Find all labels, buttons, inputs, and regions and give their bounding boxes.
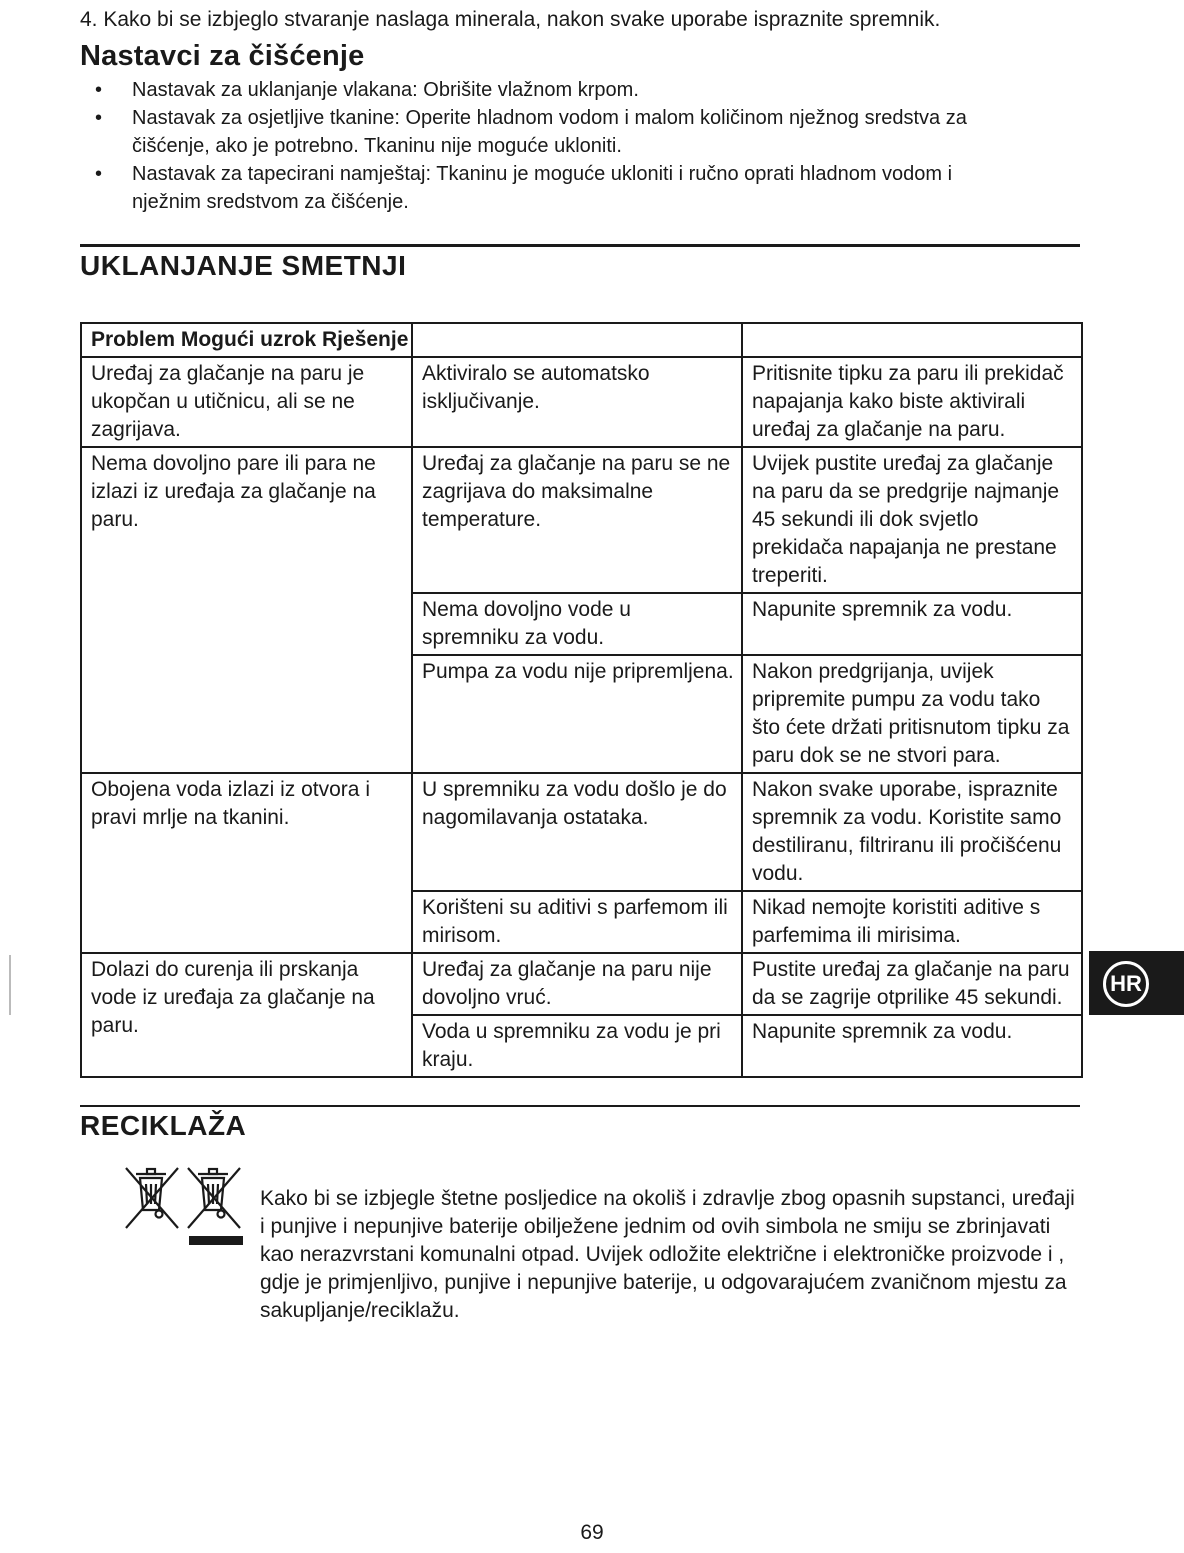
table-header-cell <box>412 323 742 357</box>
table-header-cell: Problem Mogući uzrok Rješenje <box>81 323 412 357</box>
table-header-row <box>81 323 1082 357</box>
instruction-step-4: 4. Kako bi se izbjeglo stvaranje naslaga minerala, nakon svake uporabe ispraznite spremnik. <box>80 8 941 31</box>
section-divider <box>80 1105 1080 1107</box>
table-header-cell <box>742 323 1082 357</box>
troubleshooting-title: UKLANJANJE SMETNJI <box>80 250 407 281</box>
solution-cell: Pritisnite tipku za paru ili prekidač napajanja kako biste aktivirali uređaj za glačanje na paru. <box>742 357 1082 447</box>
cause-cell: Aktiviralo se automatsko isključivanje. <box>412 357 742 447</box>
crossed-bin-icon <box>188 1168 240 1228</box>
cause-cell: Uređaj za glačanje na paru nije dovoljno vruć. <box>412 953 742 1015</box>
table-row <box>81 357 1082 447</box>
recycling-title: RECIKLAŽA <box>80 1110 247 1141</box>
troubleshooting-table <box>80 322 1083 1078</box>
cleaning-attachments-list <box>80 76 1000 216</box>
table-row <box>81 953 1082 1015</box>
solution-cell: Napunite spremnik za vodu. <box>742 593 1082 655</box>
page-number: 69 <box>580 1521 604 1544</box>
crossed-bin-icon <box>122 1164 246 1246</box>
page-edge-mark <box>9 955 11 1015</box>
cause-cell: Korišteni su aditivi s parfemom ili mirisom. <box>412 891 742 953</box>
weee-symbols <box>122 1164 246 1246</box>
cleaning-attachments-title: Nastavci za čišćenje <box>80 40 365 72</box>
solution-cell: Pustite uređaj za glačanje na paru da se zagrije otprilike 45 sekundi. <box>742 953 1082 1015</box>
language-badge: HR <box>1103 961 1149 1007</box>
solution-cell: Nakon svake uporabe, ispraznite spremnik za vodu. Koristite samo destiliranu, filtriranu ili pročišćenu vodu. <box>742 773 1082 891</box>
problem-cell: Uređaj za glačanje na paru je ukopčan u utičnicu, ali se ne zagrijava. <box>81 357 412 447</box>
bullet-icon: • <box>95 163 103 185</box>
list-item: • Nastavak za uklanjanje vlakana: Obrišite vlažnom krpom. <box>80 76 1000 104</box>
solution-cell: Uvijek pustite uređaj za glačanje na paru da se predgrije najmanje 45 sekundi ili dok svjetlo prekidača napajanja ne prestane treperiti. <box>742 447 1082 593</box>
solution-cell: Nikad nemojte koristiti aditive s parfemima ili mirisima. <box>742 891 1082 953</box>
cause-cell: Pumpa za vodu nije pripremljena. <box>412 655 742 773</box>
problem-cell: Obojena voda izlazi iz otvora i pravi mrlje na tkanini. <box>81 773 412 953</box>
recycling-text: Kako bi se izbjegle štetne posljedice na okoliš i zdravlje zbog opasnih supstanci, uređaji i punjive i nepunjive baterije obilježene jednim od ovih simbola ne smiju se zbrinjavati kao nerazvrstani komunalni otpad. Uvijek odložite električne i elektroničke proizvode i , gdje je primjenljivo, punjive i nepunjive baterije, u odgovarajućem zvaničnom mjestu za sakupljanje/reciklažu. <box>260 1187 1075 1322</box>
table-row <box>81 447 1082 593</box>
cause-cell: Voda u spremniku za vodu je pri kraju. <box>412 1015 742 1077</box>
bullet-icon: • <box>95 79 103 101</box>
list-item: • Nastavak za osjetljive tkanine: Operite hladnom vodom i malom količinom nježnog sredstva za čišćenje, ako je potrebno. Tkaninu nije moguće ukloniti. <box>80 104 1000 160</box>
list-item: • Nastavak za tapecirani namještaj: Tkaninu je moguće ukloniti i ručno oprati hladnom vodom i nježnim sredstvom za čišćenje. <box>80 160 1000 216</box>
section-divider <box>80 244 1080 247</box>
solution-cell: Napunite spremnik za vodu. <box>742 1015 1082 1077</box>
language-tab <box>1089 951 1184 1015</box>
table-row <box>81 773 1082 891</box>
solution-cell: Nakon predgrijanja, uvijek pripremite pumpu za vodu tako što ćete držati pritisnutom tipku za paru dok se ne stvori para. <box>742 655 1082 773</box>
cause-cell: Uređaj za glačanje na paru se ne zagrijava do maksimalne temperature. <box>412 447 742 593</box>
cause-cell: U spremniku za vodu došlo je do nagomilavanja ostataka. <box>412 773 742 891</box>
cause-cell: Nema dovoljno vode u spremniku za vodu. <box>412 593 742 655</box>
problem-cell: Nema dovoljno pare ili para ne izlazi iz uređaja za glačanje na paru. <box>81 447 412 773</box>
bullet-icon: • <box>95 107 103 129</box>
problem-cell: Dolazi do curenja ili prskanja vode iz uređaja za glačanje na paru. <box>81 953 412 1077</box>
